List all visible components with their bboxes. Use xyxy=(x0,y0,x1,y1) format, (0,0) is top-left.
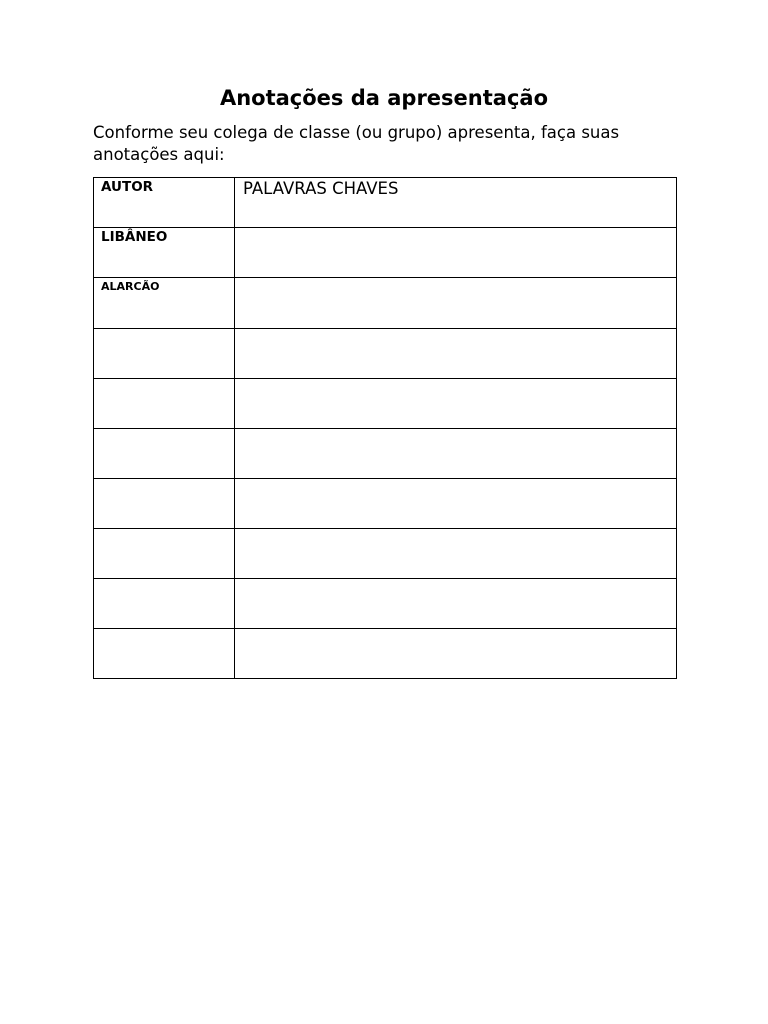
author-cell[interactable]: ALARCÃO xyxy=(94,278,235,329)
keywords-cell[interactable] xyxy=(235,479,677,529)
table-row xyxy=(94,629,677,679)
keywords-cell[interactable] xyxy=(235,429,677,479)
author-cell[interactable] xyxy=(94,579,235,629)
table-row xyxy=(94,329,677,379)
table-header-row xyxy=(94,178,677,228)
table-row xyxy=(94,379,677,429)
page-title: Anotações da apresentação xyxy=(219,86,549,110)
table-row xyxy=(94,479,677,529)
table-row xyxy=(94,529,677,579)
table-row xyxy=(94,579,677,629)
keywords-cell[interactable] xyxy=(235,329,677,379)
author-cell[interactable] xyxy=(94,479,235,529)
keywords-cell[interactable] xyxy=(235,529,677,579)
author-cell[interactable]: LIBÂNEO xyxy=(94,228,235,278)
author-cell[interactable] xyxy=(94,529,235,579)
author-cell[interactable] xyxy=(94,329,235,379)
table-row xyxy=(94,278,677,329)
header-author-cell: AUTOR xyxy=(94,178,235,228)
header-keywords-cell: PALAVRAS CHAVES xyxy=(235,178,677,228)
keywords-cell[interactable] xyxy=(235,379,677,429)
table-row xyxy=(94,228,677,278)
author-cell[interactable] xyxy=(94,629,235,679)
keywords-cell[interactable] xyxy=(235,629,677,679)
table-row xyxy=(94,429,677,479)
keywords-cell[interactable] xyxy=(235,278,677,329)
author-cell[interactable] xyxy=(94,429,235,479)
notes-table xyxy=(93,177,677,679)
author-cell[interactable] xyxy=(94,379,235,429)
keywords-cell[interactable] xyxy=(235,579,677,629)
keywords-cell[interactable] xyxy=(235,228,677,278)
intro-text: Conforme seu colega de classe (ou grupo) apresenta, faça suas anotações aqui: xyxy=(93,123,620,164)
